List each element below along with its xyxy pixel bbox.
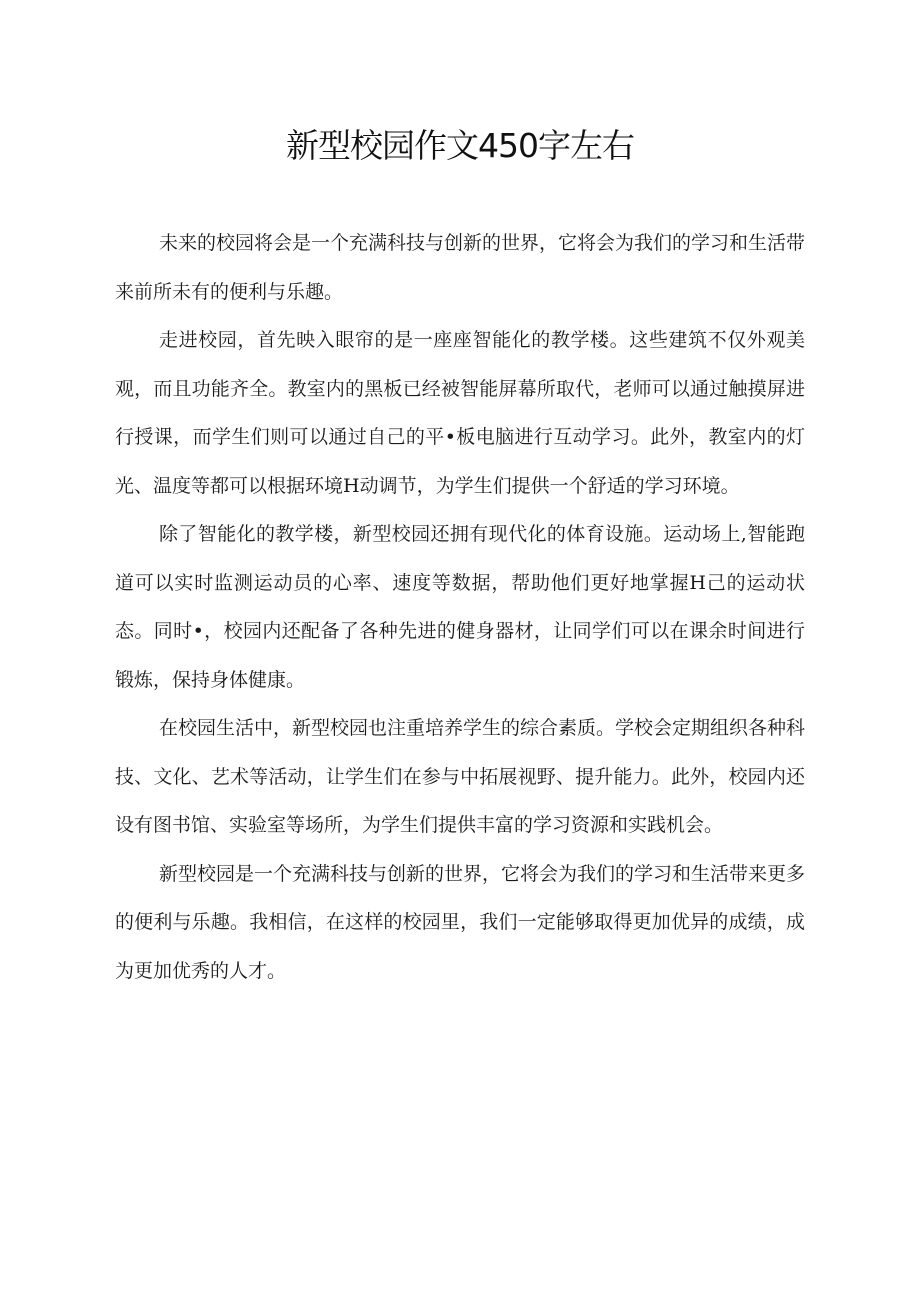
document-body bbox=[115, 219, 805, 995]
paragraph-2: 走进校园，首先映入眼帘的是一座座智能化的教学楼。这些建筑不仅外观美观，而且功能齐全。教室内的黑板已经被智能屏幕所取代，老师可以通过触摸屏进行授课，而学生们则可以通过自己的平•板电脑进行互动学习。此外，教室内的灯光、温度等都可以根据环境H动调节，为学生们提供一个舒适的学习环境。 bbox=[115, 329, 805, 497]
document-title: 新型校园作文450字左右 bbox=[286, 126, 634, 165]
paragraph-3: 除了智能化的教学楼，新型校园还拥有现代化的体育设施。运动场上,智能跑道可以实时监测运动员的心率、速度等数据，帮助他们更好地掌握H己的运动状态。同时•，校园内还配备了各种先进的健身器材，让同学们可以在课余时间进行锻炼，保持身体健康。 bbox=[115, 523, 805, 691]
paragraph-4: 在校园生活中，新型校园也注重培养学生的综合素质。学校会定期组织各种科技、文化、艺术等活动，让学生们在参与中拓展视野、提升能力。此外，校园内还设有图书馆、实验室等场所，为学生们提供丰富的学习资源和实践机会。 bbox=[115, 717, 806, 836]
paragraph-5: 新型校园是一个充满科技与创新的世界，它将会为我们的学习和生活带来更多的便利与乐趣。我相信，在这样的校园里，我们一定能够取得更加优异的成绩，成为更加优秀的人才。 bbox=[115, 862, 806, 982]
paragraph-1: 未来的校园将会是一个充满科技与创新的世界，它将会为我们的学习和生活带来前所未有的便利与乐趣。 bbox=[115, 232, 806, 303]
